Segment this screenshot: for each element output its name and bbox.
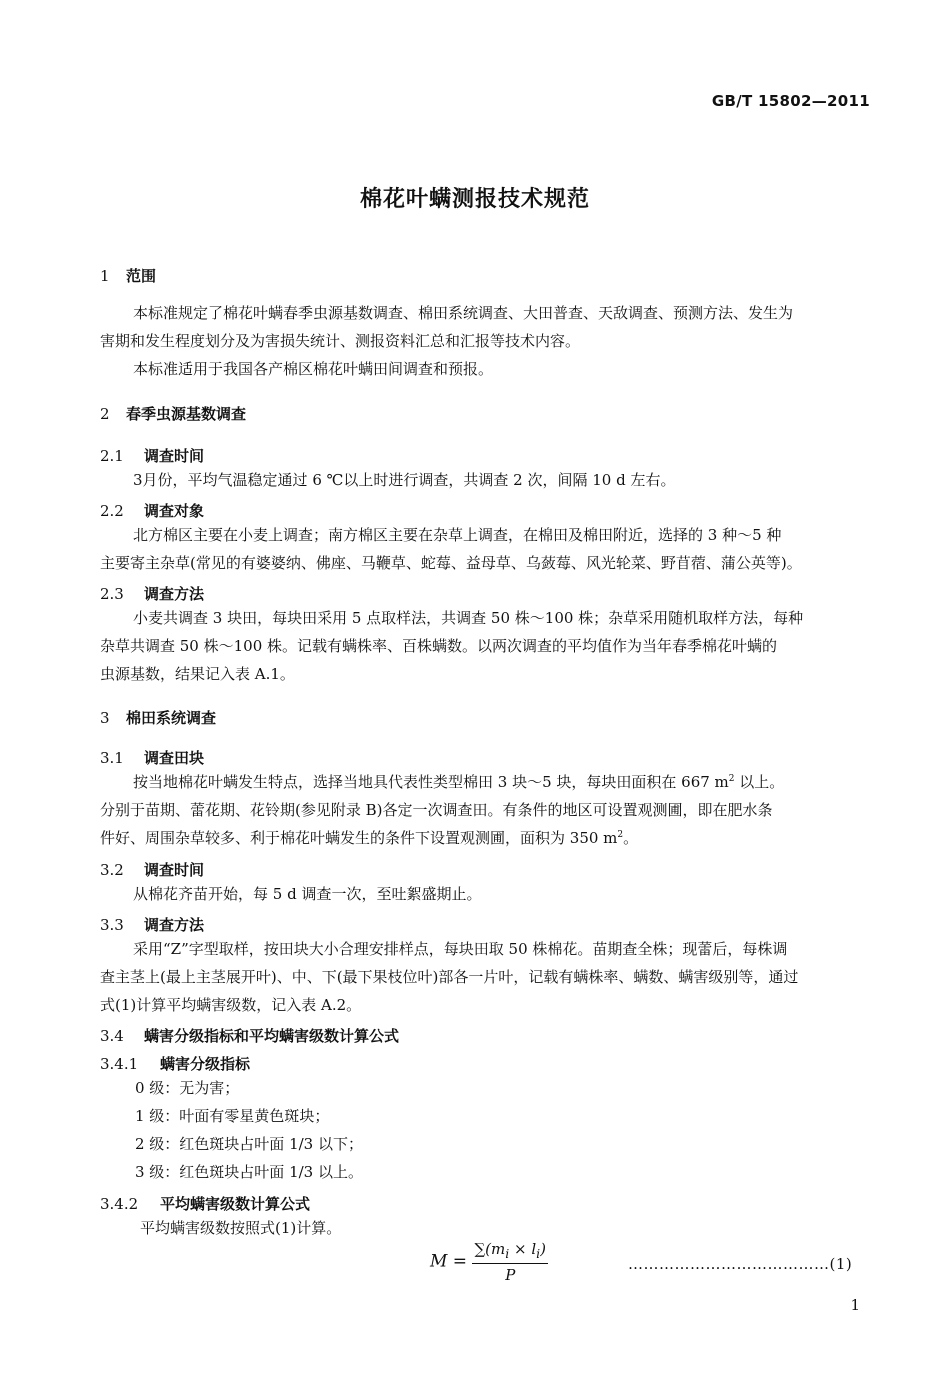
subscript: i (536, 1246, 541, 1261)
superscript: 2 (728, 774, 735, 784)
paragraph-line: 查主茎上(最上主茎展开叶)、中、下(最下果枝位叶)部各一片叶，记载有螨株率、螨数、螨害级别等，通过 (100, 968, 799, 986)
subsection-number: 3.1 (100, 749, 124, 767)
subsection-3-2-heading (100, 859, 204, 880)
paragraph-line: 主要寄主杂草(常见的有婆婆纳、佛座、马鞭草、蛇莓、益母草、乌蔹莓、风光轮菜、野苜蓿、蒲公英等)。 (100, 554, 802, 572)
subsection-number: 3.2 (100, 861, 124, 879)
text-run: ) (540, 1240, 547, 1258)
paragraph-line: 本标准规定了棉花叶螨春季虫源基数调查、棉田系统调查、大田普查、天敌调查、预测方法、发生为 (133, 304, 794, 322)
text-run: 件好、周围杂草较多、利于棉花叶螨发生的条件下设置观测圃，面积为 350 m (100, 829, 618, 847)
subsection-3-4-1-heading (100, 1053, 250, 1074)
subscript: i (505, 1246, 510, 1261)
subsection-number: 3.3 (100, 916, 124, 934)
text-run: 以上。 (734, 773, 785, 791)
subsection-number: 2.1 (100, 447, 124, 465)
paragraph-line: 分别于苗期、蕾花期、花铃期(参见附录 B)各定一次调查田。有条件的地区可设置观测圃，即在肥水条 (100, 801, 773, 819)
subsection-title: 调查方法 (144, 916, 205, 934)
section-number: 2 (100, 405, 110, 423)
subsection-title: 调查对象 (144, 502, 205, 520)
subsection-title: 调查时间 (144, 447, 205, 465)
subsection-title: 调查方法 (144, 585, 205, 603)
section-2-heading (100, 403, 246, 424)
paragraph-line: 本标准适用于我国各产棉区棉花叶螨田间调查和预报。 (133, 360, 494, 378)
section-title: 春季虫源基数调查 (126, 405, 247, 423)
paragraph-line (100, 831, 638, 846)
section-number: 3 (100, 709, 110, 727)
subsection-3-4-2-heading (100, 1193, 310, 1214)
paragraph-line: 3月份，平均气温稳定通过 6 ℃以上时进行调查，共调查 2 次，间隔 10 d 左右。 (133, 471, 676, 489)
paragraph-line: 虫源基数，结果记入表 A.1。 (100, 665, 295, 683)
section-title: 棉田系统调查 (126, 709, 217, 727)
damage-level-item: 2 级：红色斑块占叶面 1/3 以下； (135, 1135, 363, 1153)
subsection-number: 2.2 (100, 502, 124, 520)
text-run: 。 (623, 829, 639, 847)
damage-level-item: 3 级：红色斑块占叶面 1/3 以上。 (135, 1163, 363, 1181)
section-1-heading (100, 265, 156, 286)
subsection-3-4-heading (100, 1025, 399, 1046)
text-run: 按当地棉花叶螨发生特点，选择当地具代表性类型棉田 3 块～5 块，每块田面积在 667 m (133, 773, 729, 791)
subsection-number: 3.4.1 (100, 1055, 139, 1073)
subsection-title: 螨害分级指标和平均螨害级数计算公式 (144, 1027, 400, 1045)
subsection-2-2-heading (100, 500, 204, 521)
formula-denominator: P (505, 1266, 516, 1284)
superscript: 2 (617, 830, 624, 840)
section-number: 1 (100, 267, 110, 285)
section-title: 范围 (126, 267, 157, 285)
formula-lhs: M = (430, 1251, 468, 1272)
paragraph-line: 式(1)计算平均螨害级数，记入表 A.2。 (100, 996, 362, 1014)
subsection-3-1-heading (100, 747, 204, 768)
page-number: 1 (850, 1296, 860, 1314)
subsection-number: 3.4 (100, 1027, 124, 1045)
text-run: ∑(m (474, 1240, 506, 1258)
formula-fraction (472, 1240, 548, 1284)
subsection-title: 调查时间 (144, 861, 205, 879)
subsection-title: 平均螨害级数计算公式 (160, 1195, 311, 1213)
standard-number: GB/T 15802—2011 (711, 92, 870, 110)
paragraph-line: 杂草共调查 50 株～100 株。记载有螨株率、百株螨数。以两次调查的平均值作为当年春季棉花叶螨的 (100, 637, 778, 655)
paragraph-line: 从棉花齐苗开始，每 5 d 调查一次，至吐絮盛期止。 (133, 885, 482, 903)
subsection-3-3-heading (100, 914, 204, 935)
text-run: × l (509, 1240, 537, 1258)
formula-numerator (472, 1240, 548, 1264)
subsection-number: 2.3 (100, 585, 124, 603)
subsection-2-3-heading (100, 583, 204, 604)
subsection-2-1-heading (100, 445, 204, 466)
document-title: 棉花叶螨测报技术规范 (359, 187, 590, 212)
equation-number: …………………………………(1) (628, 1255, 853, 1273)
damage-level-item: 1 级：叶面有零星黄色斑块； (135, 1107, 330, 1125)
paragraph-line: 小麦共调查 3 块田，每块田采用 5 点取样法，共调查 50 株～100 株；杂草采用随机取样方法，每种 (133, 609, 804, 627)
paragraph-line: 北方棉区主要在小麦上调查；南方棉区主要在杂草上调查，在棉田及棉田附近，选择的 3 种～5 种 (133, 526, 782, 544)
subsection-title: 螨害分级指标 (160, 1055, 251, 1073)
subsection-title: 调查田块 (144, 749, 205, 767)
subsection-number: 3.4.2 (100, 1195, 139, 1213)
paragraph-line (133, 775, 784, 790)
section-3-heading (100, 707, 216, 728)
damage-level-item: 0 级：无为害； (135, 1079, 240, 1097)
paragraph-line: 采用“Z”字型取样，按田块大小合理安排样点，每块田取 50 株棉花。苗期查全株；现蕾后，每株调 (133, 940, 788, 958)
paragraph-line: 害期和发生程度划分及为害损失统计、测报资料汇总和汇报等技术内容。 (100, 332, 581, 350)
formula-1 (430, 1240, 548, 1284)
paragraph-line: 平均螨害级数按照式(1)计算。 (140, 1219, 342, 1237)
